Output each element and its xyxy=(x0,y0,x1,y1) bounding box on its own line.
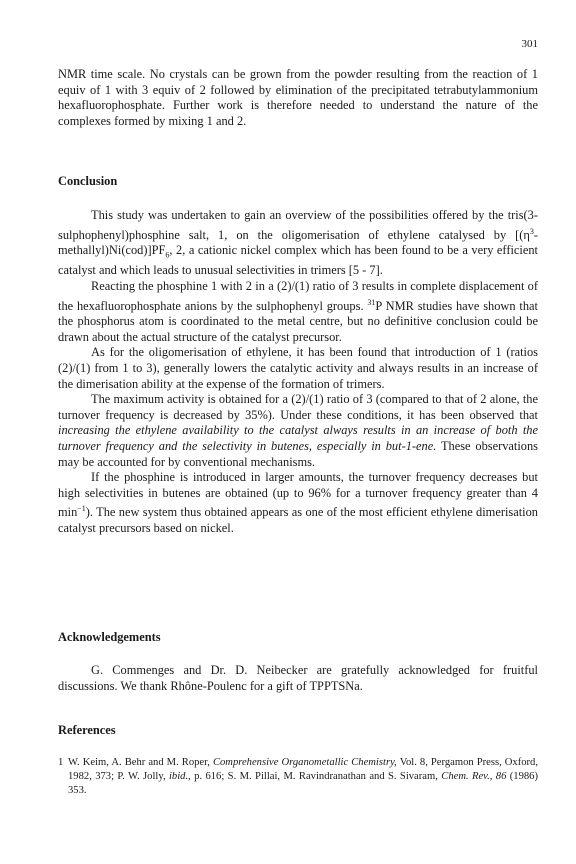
conclusion-paragraph-1: This study was undertaken to gain an overview of the possibilities offered by the tris(3-sulphophenyl)phosphine salt, 1, on the oligomerisation of ethylene catalysed by $[(\eta^3-methallyl)Ni(cod)]PF_6$, 2, a cationic nickel complex which has been found to be a very efficient catalyst and which leads to unusual selectivities in trimers [5 - 7]. xyxy=(58,208,538,278)
conclusion-paragraph-4: The maximum activity is obtained for a (2)/(1) ratio of 3 (compared to that of 2 alone, the turnover frequency is decreased by 35%). Under these conditions, it has been observed that increasing the ethylene availability to the catalyst always results in an increase of both the turnover frequency and the selectivity in butenes, especially in but-1-ene. These observations may be accounted for by conventional mechanisms. xyxy=(58,392,539,469)
intro-paragraph: NMR time scale. No crystals can be grown from the powder resulting from the reaction of 1 equiv of 1 with 3 equiv of 2 followed by elimination of the precipitated tetrabutylammonium hexafluorophosphate. Further work is therefore needed to understand the nature of the complexes formed by mixing 1 and 2. xyxy=(58,67,538,128)
reference-text: W. Keim, A. Behr and M. Roper, Comprehensive Organometallic Chemistry, Vol. 8, Pergamon Press, Oxford, 1982, 373; P. W. Jolly, ibid., p. 616; S. M. Pillai, M. Ravindranathan and S. Sivaram, Chem. Rev., 86 (1986) 353. xyxy=(68,757,539,796)
conclusion-heading: Conclusion xyxy=(58,174,118,188)
page-number: 301 xyxy=(521,38,538,50)
reference-list xyxy=(58,756,538,798)
reference-item xyxy=(58,756,538,798)
acknowledgements-text: G. Commenges and Dr. D. Neibecker are gratefully acknowledged for fruitful discussions. We thank Rhône-Poulenc for a gift of TPPTSNa. xyxy=(58,663,538,693)
conclusion-paragraph-3: As for the oligomerisation of ethylene, it has been found that introduction of 1 (ratios (2)/(1) from 1 to 3), generally lowers the catalytic activity and always results in an increase of the dimerisation ability at the expense of the formation of trimers. xyxy=(58,345,538,391)
references-heading: References xyxy=(58,723,116,737)
reference-number: 1 xyxy=(58,757,64,768)
conclusion-body xyxy=(58,208,538,537)
conclusion-paragraph-5: If the phosphine is introduced in larger amounts, the turnover frequency decreases but high selectivities in butenes are obtained (up to 96% for a turnover frequency greater than 4 $\min^{-1}$). The new system thus obtained appears as one of the most efficient ethylene dimerisation catalyst precursors based on nickel. xyxy=(58,470,538,536)
conclusion-paragraph-2: Reacting the phosphine 1 with 2 in a (2)/(1) ratio of 3 results in complete displacement of the hexafluorophosphate anions by the sulphophenyl groups. $^{31}$P NMR studies have shown that the phosphorus atom is coordinated to the metal centre, but no definitive conclusion could be drawn about the actual structure of the catalyst precursor. xyxy=(58,278,538,344)
acknowledgements-heading: Acknowledgements xyxy=(58,630,161,644)
